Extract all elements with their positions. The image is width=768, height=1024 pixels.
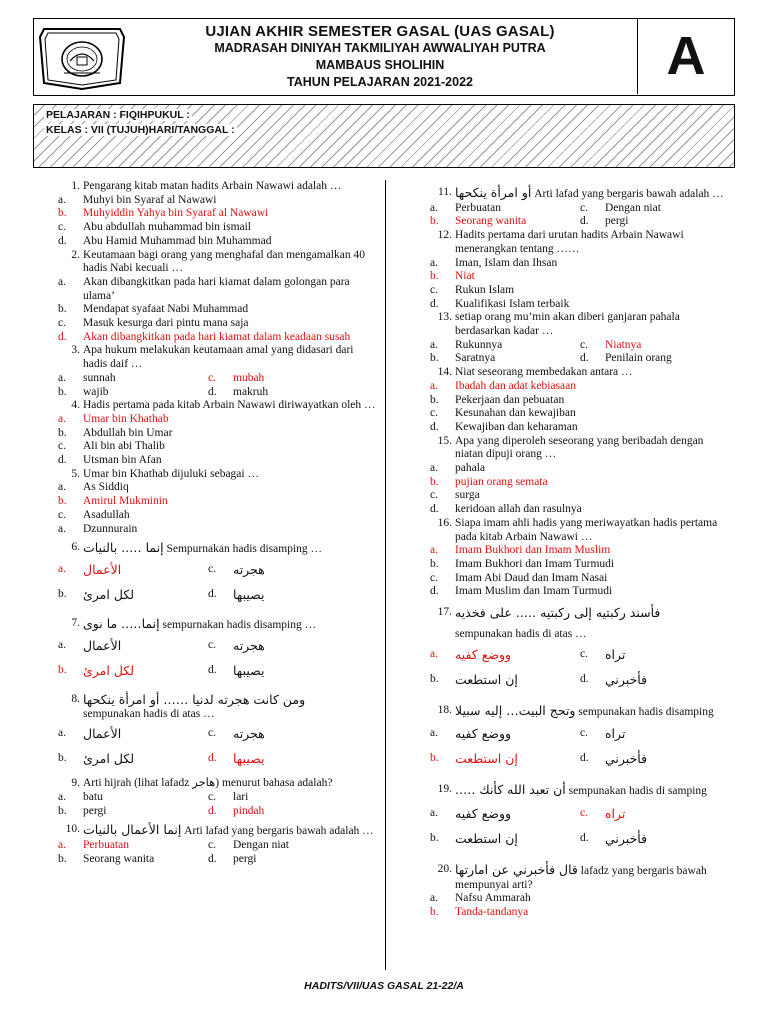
question-3: 3. Apa hukum melakukan keutamaan amal yang didasari dari hadis daif … [71, 344, 354, 371]
school-year: TAHUN PELAJARAN 2021-2022 [287, 75, 473, 89]
question-17: 17. فأسند ركبتيه إلى ركبتيه ….. على فخذيه [437, 605, 661, 621]
question-14: 14. Niat seseorang membedakan antara … [437, 366, 633, 379]
exam-header [33, 18, 735, 96]
answer-option: Umar bin Khathab [83, 412, 169, 425]
answer-option: Tanda-tandanya [455, 906, 529, 919]
option: إن استطعت [455, 830, 518, 846]
option: لكل امرئ [83, 751, 135, 767]
question-18: 18. وتحج البيت… إليه سبيلا sempunakan hadis disamping [437, 702, 714, 718]
option: keridoan allah dan rasulnya [455, 503, 582, 516]
option: Kesunahan dan kewajiban [455, 407, 576, 420]
answer-option: تراه [605, 805, 626, 821]
option: pergi [233, 852, 257, 865]
option: تراه [605, 726, 626, 742]
option: Seorang wanita [83, 852, 155, 865]
option: As Siddiq [83, 481, 129, 494]
question-20: 20. قال فأخبرني عن امارتها lafadz yang bergaris bawah mempunyai arti? [437, 861, 707, 891]
option: Imam Muslim dan Imam Turmudi [455, 585, 613, 598]
answer-option: Niat [455, 270, 475, 283]
option: Kualifikasi Islam terbaik [455, 297, 570, 310]
option: Penilain orang [605, 352, 672, 365]
option: Rukunnya [455, 338, 503, 351]
option: lari [233, 790, 249, 803]
answer-option: pujian orang semata [455, 475, 548, 488]
option: لكل امرئ [83, 586, 135, 602]
option: Kewajiban dan keharaman [455, 420, 578, 433]
option: Dengan niat [233, 838, 289, 851]
arabic-text: إنما الأعمال بالنيات [83, 822, 182, 838]
answer-option: لكل امرئ [83, 662, 135, 678]
option: الأعمال [83, 637, 122, 653]
exam-titles [134, 23, 626, 91]
answer-option: Akan dibangkitkan pada hari kiamat dalam keadaan susah [83, 330, 351, 343]
right-column: 11. أو امرأة ينكحها Arti lafad yang bergaris bawah adalah … a. Perbuatan c. Dengan niat b. Seorang wanita d. pergi 12. Hadits pertama dari urutan hadits Arbain Nawawi menerangkan tentang …… a. Iman, Islam dan Ihsan b. Niat c. Rukun Islam d. Kualifikasi Islam terbaik 13. setiap orang mu’min akan diberi ganjaran pahala berdasarkan kadar … a. Rukunnya c. Niatnya b. Saratnya d. Penilain orang 14. Niat seseorang membedakan antara … a. Ibadah dan adat kebiasaan b. Pekerjaan dan pebuatan c. Kesunahan dan kewajiban d. Kewajiban dan keharaman 15. Apa yang diperoleh seseorang yang beribadah dengan niatan dipuji orang … a. pahala b. pujian orang semata c. surga d. keridoan allah dan rasulnya 16. Siapa imam ahli hadis yang meriwayatkan hadis pertama pada kitab Arbain Nawawi … a. Imam Bukhori dan Imam Muslim b. Imam Bukhori dan Imam Turmudi c. Imam Abi Daud dan Imam Nasai d. Imam Muslim dan Imam Turmudi 17. فأسند ركبتيه إلى ركبتيه ….. على فخذيه sempunakan hadis di atas … a. ووضع كفيه c. تراه b. إن استطعت d. فأخبرني 18. وتحج البيت… إليه سبيلا sempunakan hadis disamping a. ووضع كفيه c. تراه b. إن استطعت d. فأخبرني 19. أن تعبد الله كأنك ….. sempunakan hadis di samping a. ووضع كفيه c. تراه b. إن استطعت d. فأخبرني 20. قال فأخبرني عن امارتها lafadz yang bergaris bawah mempunyai arti? a. Nafsu Ammarah b. Tanda-tandanya [430, 180, 730, 920]
arabic-text: أن تعبد الله كأنك ….. [455, 782, 566, 798]
option: تراه [605, 646, 626, 662]
option: فأخبرني [605, 751, 648, 767]
option: pergi [83, 804, 107, 817]
question-13: 13. setiap orang mu’min akan diberi ganjaran pahala berdasarkan kadar … [437, 311, 680, 338]
question-19: 19. أن تعبد الله كأنك ….. sempunakan hadis di samping [437, 782, 707, 798]
option: Saratnya [455, 352, 496, 365]
left-column: 1. Pengarang kitab matan hadits Arbain Nawawi adalah … a. Muhyi bin Syaraf al Nawawi b. Muhyiddin Yahya bin Syaraf al Nawawi c. Abu abdullah muhammad bin ismail d. Abu Hamid Muhammad bin Muhammad 2. Keutamaan bagi orang yang menghafal dan mengamalkan 40 hadis Nabi kecuali … a. Akan dibangkitkan pada hari kiamat dalam golongan para ulama’ b. Mendapat syafaat Nabi Muhammad c. Masuk kesurga dari pintu mana saja d. Akan dibangkitkan pada hari kiamat dalam keadaan susah 3. Apa hukum melakukan keutamaan amal yang didasari dari hadis daif … a. sunnah c. mubah b. wajib d. makruh 4. Hadis pertama pada kitab Arbain Nawawi diriwayatkan oleh … a. Umar bin Khathab b. Abdullah bin Umar c. Ali bin abi Thalib d. Utsman bin Afan 5. Umar bin Khathab dijuluki sebagai … a. As Siddiq b. Amirul Mukminin c. Asadullah a. Dzunnurain 6. إنما ….. بالنيات Sempurnakan hadis disamping … a. الأعمال c. هجرته b. لكل امرئ d. يصيبها 7. إنما….. ما نوى sempurnakan hadis disamping … a. الأعمال c. هجرته b. لكل امرئ d. يصيبها 8. ومن كانت هجرته لدنيا …… أو امرأة ينكحها sempunakan hadis di atas … a. الأعمال c. هجرته b. لكل امرئ d. يصيبها 9. Arti hijrah (lihat lafadz هاجر) menurut bahasa adalah? a. batu c. lari b. pergi d. pindah 10. إنما الأعمال بالنيات Arti lafad yang bergaris bawah adalah … a. Perbuatan c. Dengan niat b. Seorang wanita d. pergi [58, 180, 376, 865]
option: هجرته [233, 726, 265, 742]
option: wajib [83, 385, 109, 398]
question-1: 1. Pengarang kitab matan hadits Arbain Nawawi adalah … [71, 180, 342, 192]
arabic-text: قال فأخبرني عن امارتها [455, 861, 578, 877]
option: Imam Bukhori dan Imam Turmudi [455, 557, 615, 570]
option: فأخبرني [605, 830, 648, 846]
class-line: KELAS : VII (TUJUH)HARI/TANGGAL : [46, 124, 235, 136]
question-7: 7. إنما….. ما نوى sempurnakan hadis disamping … [71, 615, 317, 631]
option: Utsman bin Afan [83, 454, 162, 467]
option: Asadullah [83, 508, 130, 521]
question-16: 16. Siapa imam ahli hadis yang meriwayatkan hadis pertama pada kitab Arbain Nawawi … [437, 516, 718, 543]
option: Rukun Islam [455, 283, 515, 296]
option: Nafsu Ammarah [455, 892, 531, 905]
answer-option: Perbuatan [83, 838, 129, 851]
option: pergi [605, 215, 629, 228]
page-footer: HADITS/VII/UAS GASAL 21-22/A [304, 980, 464, 992]
answer-option: Muhyiddin Yahya bin Syaraf al Nawawi [83, 207, 269, 220]
school-logo [38, 23, 126, 91]
option: فأخبرني [605, 671, 648, 687]
option: surga [455, 489, 480, 502]
option: Perbuatan [455, 201, 501, 214]
option: Muhyi bin Syaraf al Nawawi [83, 193, 217, 206]
answer-option: يصيبها [233, 751, 265, 767]
option: هجرته [233, 561, 265, 577]
school-name: MADRASAH DINIYAH TAKMILIYAH AWWALIYAH PUTRA [214, 41, 546, 55]
question-12: 12. Hadits pertama dari urutan hadits Arbain Nawawi menerangkan tentang …… [437, 229, 684, 255]
question-5: 5. Umar bin Khathab dijuluki sebagai … [71, 467, 259, 480]
option: Pekerjaan dan pebuatan [455, 393, 565, 406]
option: sunnah [83, 371, 116, 384]
arabic-text: إنما….. ما نوى [83, 615, 160, 631]
option: makruh [233, 385, 269, 398]
option: Imam Abi Daud dan Imam Nasai [455, 571, 608, 584]
answer-option: الأعمال [83, 561, 122, 577]
column-divider [385, 180, 386, 970]
arabic-text: وتحج البيت… إليه سبيلا [455, 702, 576, 718]
arabic-text: إنما ….. بالنيات [83, 540, 164, 556]
option: يصيبها [233, 586, 265, 602]
option: Masuk kesurga dari pintu mana saja [83, 317, 249, 330]
exam-title: UJIAN AKHIR SEMESTER GASAL (UAS GASAL) [205, 23, 555, 40]
option: Mendapat syafaat Nabi Muhammad [83, 303, 249, 316]
answer-option: pindah [233, 804, 265, 817]
school-place: MAMBAUS SHOLIHIN [315, 58, 445, 72]
answer-option: Amirul Mukminin [83, 495, 168, 508]
arabic-text: أو امرأة ينكحها [455, 185, 532, 200]
option: Abu Hamid Muhammad bin Muhammad [83, 234, 272, 247]
option: Dengan niat [605, 201, 661, 214]
option: Abdullah bin Umar [83, 426, 173, 439]
option: Dzunnurain [83, 522, 138, 535]
exam-variant: A [637, 19, 734, 94]
option: ووضع كفيه [455, 805, 512, 821]
option: batu [83, 790, 103, 803]
option: ووضع كفيه [455, 726, 512, 742]
question-8: 8. ومن كانت هجرته لدنيا …… أو امرأة ينكحها sempunakan hadis di atas … [71, 691, 306, 721]
arabic-text: فأسند ركبتيه إلى ركبتيه ….. على فخذيه [455, 605, 661, 621]
answer-option: mubah [233, 371, 265, 384]
answer-option: Ibadah dan adat kebiasaan [455, 379, 577, 392]
option: إن استطعت [455, 671, 518, 687]
question-11: 11. أو امرأة ينكحها Arti lafad yang bergaris bawah adalah … [438, 185, 724, 200]
answer-option: Imam Bukhori dan Imam Muslim [455, 544, 611, 557]
question-4: 4. Hadis pertama pada kitab Arbain Nawawi diriwayatkan oleh … [71, 399, 376, 412]
arabic-text: ومن كانت هجرته لدنيا …… أو امرأة ينكحها [83, 691, 306, 707]
option: هجرته [233, 637, 265, 653]
question-9: 9. Arti hijrah (lihat lafadz هاجر) menurut bahasa adalah? [71, 777, 333, 790]
option: Abu abdullah muhammad bin ismail [83, 221, 252, 234]
option: Iman, Islam dan Ihsan [455, 256, 558, 269]
subject-line: PELAJARAN : FIQIHPUKUL : [46, 109, 190, 121]
answer-option: إن استطعت [455, 751, 518, 767]
answer-option: ووضع كفيه [455, 646, 512, 662]
question-10: 10. إنما الأعمال بالنيات Arti lafad yang bergaris bawah adalah … [65, 822, 374, 838]
option: الأعمال [83, 726, 122, 742]
question-15: 15. Apa yang diperoleh seseorang yang beribadah dengan niatan dipuji orang … [437, 434, 704, 461]
option: Ali bin abi Thalib [83, 440, 165, 453]
option: Akan dibangkitkan pada hari kiamat dalam golongan para ulama’ [83, 275, 350, 302]
question-2: 2. Keutamaan bagi orang yang menghafal dan mengamalkan 40 hadis Nabi kecuali … [71, 248, 365, 275]
student-info-box [33, 104, 735, 168]
answer-option: Seorang wanita [455, 215, 527, 228]
option: يصيبها [233, 662, 265, 678]
answer-option: Niatnya [605, 338, 642, 351]
option: pahala [455, 462, 486, 475]
question-6: 6. إنما ….. بالنيات Sempurnakan hadis disamping … [71, 540, 323, 556]
